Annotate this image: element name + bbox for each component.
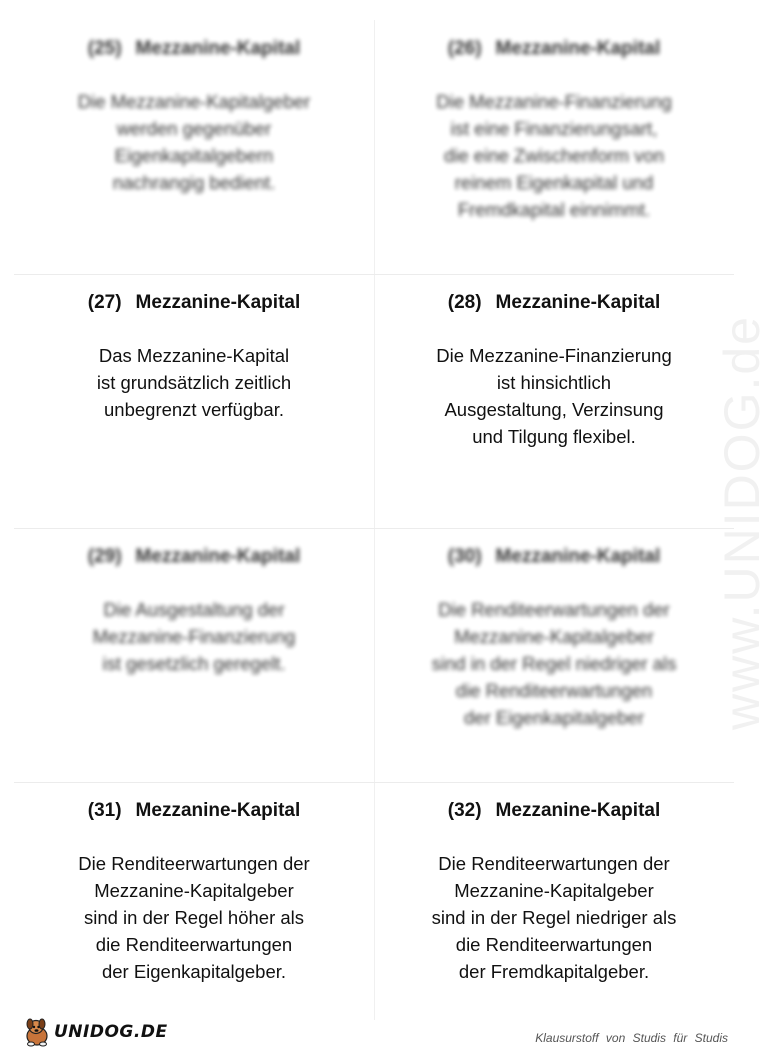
card-heading: Mezzanine-Kapital — [135, 38, 301, 59]
flashcard — [374, 20, 734, 274]
flashcard-grid — [14, 20, 734, 1040]
card-heading: Mezzanine-Kapital — [135, 546, 301, 567]
card-heading: Mezzanine-Kapital — [495, 800, 661, 821]
card-heading: Mezzanine-Kapital — [495, 292, 661, 313]
flashcard — [14, 274, 374, 528]
card-text: Das Mezzanine-Kapital ist grundsätzlich zeitlich unbegrenzt verfügbar. — [96, 345, 292, 420]
card-title — [14, 38, 374, 60]
card-text: Die Renditeerwartungen der Mezzanine-Kapitalgeber sind in der Regel höher als die Renditeerwartungen der Eigenkapitalgeber. — [78, 853, 310, 982]
unidog-logo — [22, 1014, 168, 1050]
flashcard — [14, 782, 374, 1036]
flashcard — [14, 20, 374, 274]
card-title — [374, 38, 734, 60]
flashcard — [374, 274, 734, 528]
card-number: (26) — [447, 38, 482, 59]
card-title — [14, 292, 374, 314]
card-text: Die Renditeerwartungen der Mezzanine-Kapitalgeber sind in der Regel niedriger als die Renditeerwartungen der Fremdkapitalgeber. — [431, 853, 677, 982]
card-title — [374, 546, 734, 568]
card-title — [374, 292, 734, 314]
card-title — [14, 546, 374, 568]
card-text: Die Mezzanine-Finanzierung ist eine Finanzierungsart, die eine Zwischenform von reinem Eigenkapital und Fremdkapital einnimmt. — [436, 91, 672, 220]
dog-icon — [22, 1016, 52, 1048]
card-number: (25) — [87, 38, 122, 59]
flashcard — [374, 782, 734, 1036]
card-number: (30) — [447, 546, 482, 567]
card-title — [374, 800, 734, 822]
card-number: (29) — [87, 546, 122, 567]
footer-tagline: Klausurstoff von Studis für Studis — [535, 1031, 728, 1045]
flashcard — [14, 528, 374, 782]
card-text: Die Renditeerwartungen der Mezzanine-Kapitalgeber sind in der Regel niedriger als die Renditeerwartungen der Eigenkapitalgeber — [431, 599, 677, 728]
watermark: www.UNIDOG.de — [714, 315, 770, 730]
card-number: (27) — [87, 292, 122, 313]
card-heading: Mezzanine-Kapital — [495, 38, 661, 59]
flashcard — [374, 528, 734, 782]
card-text: Die Ausgestaltung der Mezzanine-Finanzierung ist gesetzlich geregelt. — [92, 599, 296, 674]
card-number: (28) — [447, 292, 482, 313]
card-heading: Mezzanine-Kapital — [495, 546, 661, 567]
card-heading: Mezzanine-Kapital — [135, 800, 301, 821]
card-number: (31) — [87, 800, 122, 821]
card-text: Die Mezzanine-Kapitalgeber werden gegenüber Eigenkapitalgebern nachrangig bedient. — [77, 91, 311, 193]
logo-text: UNIDOG.DE — [54, 1022, 168, 1042]
card-number: (32) — [447, 800, 482, 821]
card-title — [14, 800, 374, 822]
card-heading: Mezzanine-Kapital — [135, 292, 301, 313]
card-text: Die Mezzanine-Finanzierung ist hinsichtlich Ausgestaltung, Verzinsung und Tilgung flexibel. — [436, 345, 672, 447]
